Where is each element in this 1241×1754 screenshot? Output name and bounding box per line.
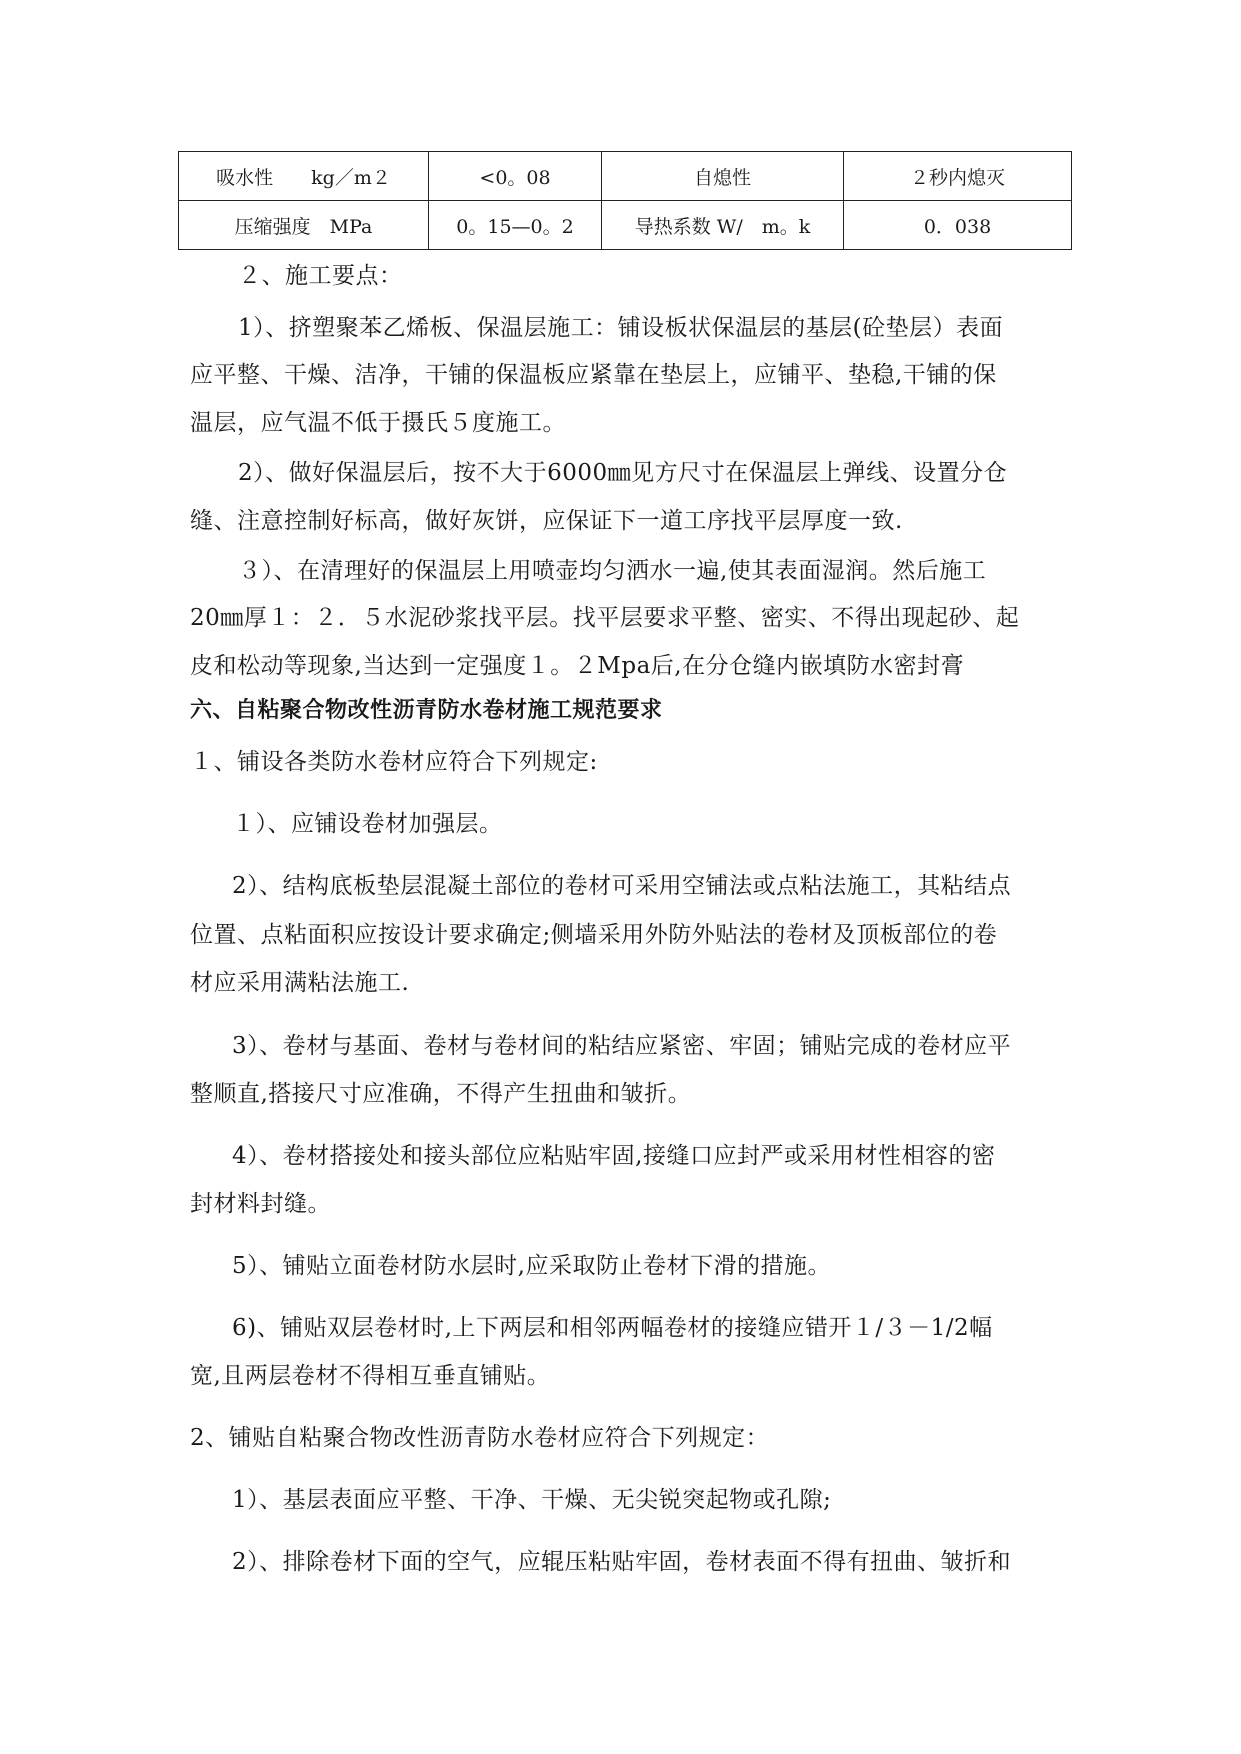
section-subheading: ２、施工要点： xyxy=(238,263,403,289)
paragraph-line: 皮和松动等现象,当达到一定强度１。２Mpa后,在分仓缝内嵌填防水密封膏 xyxy=(190,653,965,679)
list-item: 2）、结构底板垫层混凝土部位的卷材可采用空铺法或点粘法施工，其粘结点 xyxy=(232,873,1012,899)
list-item: 1）、基层表面应平整、干净、干燥、无尖锐突起物或孔隙; xyxy=(232,1487,832,1513)
paragraph-line: 位置、点粘面积应按设计要求确定;侧墙采用外防外贴法的卷材及顶板部位的卷 xyxy=(190,922,998,948)
table-cell: <0。08 xyxy=(429,152,602,201)
paragraph-line: 整顺直,搭接尺寸应准确，不得产生扭曲和皱折。 xyxy=(190,1081,692,1107)
list-heading: 2、铺贴自粘聚合物改性沥青防水卷材应符合下列规定： xyxy=(190,1425,770,1451)
table-cell: 自熄性 xyxy=(602,152,844,201)
paragraph-line: 封材料封缝。 xyxy=(190,1191,331,1217)
paragraph-line: 2）、做好保温层后，按不大于6000㎜见方尺寸在保温层上弹线、设置分仓 xyxy=(238,460,1008,486)
list-item: 2）、排除卷材下面的空气，应辊压粘贴牢固，卷材表面不得有扭曲、皱折和 xyxy=(232,1549,1012,1575)
table-row xyxy=(179,152,1072,201)
list-item: 3）、卷材与基面、卷材与卷材间的粘结应紧密、牢固；铺贴完成的卷材应平 xyxy=(232,1033,1012,1059)
table-cell: 0。15—0。2 xyxy=(429,201,602,250)
list-item: １）、应铺设卷材加强层。 xyxy=(232,811,503,837)
paragraph-line: ３）、在清理好的保温层上用喷壶均匀洒水一遍,使其表面湿润。然后施工 xyxy=(238,558,987,584)
list-item: 4）、卷材搭接处和接头部位应粘贴牢固,接缝口应封严或采用材性相容的密 xyxy=(232,1143,996,1169)
list-item: 6)、铺贴双层卷材时,上下两层和相邻两幅卷材的接缝应错开１/３－1/2幅 xyxy=(232,1315,993,1341)
paragraph-line: 宽,且两层卷材不得相互垂直铺贴。 xyxy=(190,1363,551,1389)
table-cell: 压缩强度 MPa xyxy=(179,201,429,250)
section-heading: 六、自粘聚合物改性沥青防水卷材施工规范要求 xyxy=(190,698,663,723)
paragraph-line: 20㎜厚１：２．５水泥砂浆找平层。找平层要求平整、密实、不得出现起砂、起 xyxy=(190,605,1020,631)
table-cell: ２秒内熄灭 xyxy=(844,152,1072,201)
paragraph-line: 缝、注意控制好标高，做好灰饼，应保证下一道工序找平层厚度一致. xyxy=(190,508,903,534)
list-heading: １、铺设各类防水卷材应符合下列规定: xyxy=(190,749,598,775)
table-row xyxy=(179,201,1072,250)
table-cell: 导热系数 W/ m。k xyxy=(602,201,844,250)
paragraph-line: 温层，应气温不低于摄氏５度施工。 xyxy=(190,410,566,436)
table-cell: 吸水性 kg／m２ xyxy=(179,152,429,201)
properties-table xyxy=(178,151,1072,250)
list-item: 5）、铺贴立面卷材防水层时,应采取防止卷材下滑的措施。 xyxy=(232,1253,831,1279)
paragraph-line: 1）、挤塑聚苯乙烯板、保温层施工：铺设板状保温层的基层(砼垫层）表面 xyxy=(238,315,1004,341)
paragraph-line: 应平整、干燥、洁净，干铺的保温板应紧靠在垫层上，应铺平、垫稳,干铺的保 xyxy=(190,362,997,388)
paragraph-line: 材应采用满粘法施工. xyxy=(190,970,410,996)
table-cell: 0．038 xyxy=(844,201,1072,250)
